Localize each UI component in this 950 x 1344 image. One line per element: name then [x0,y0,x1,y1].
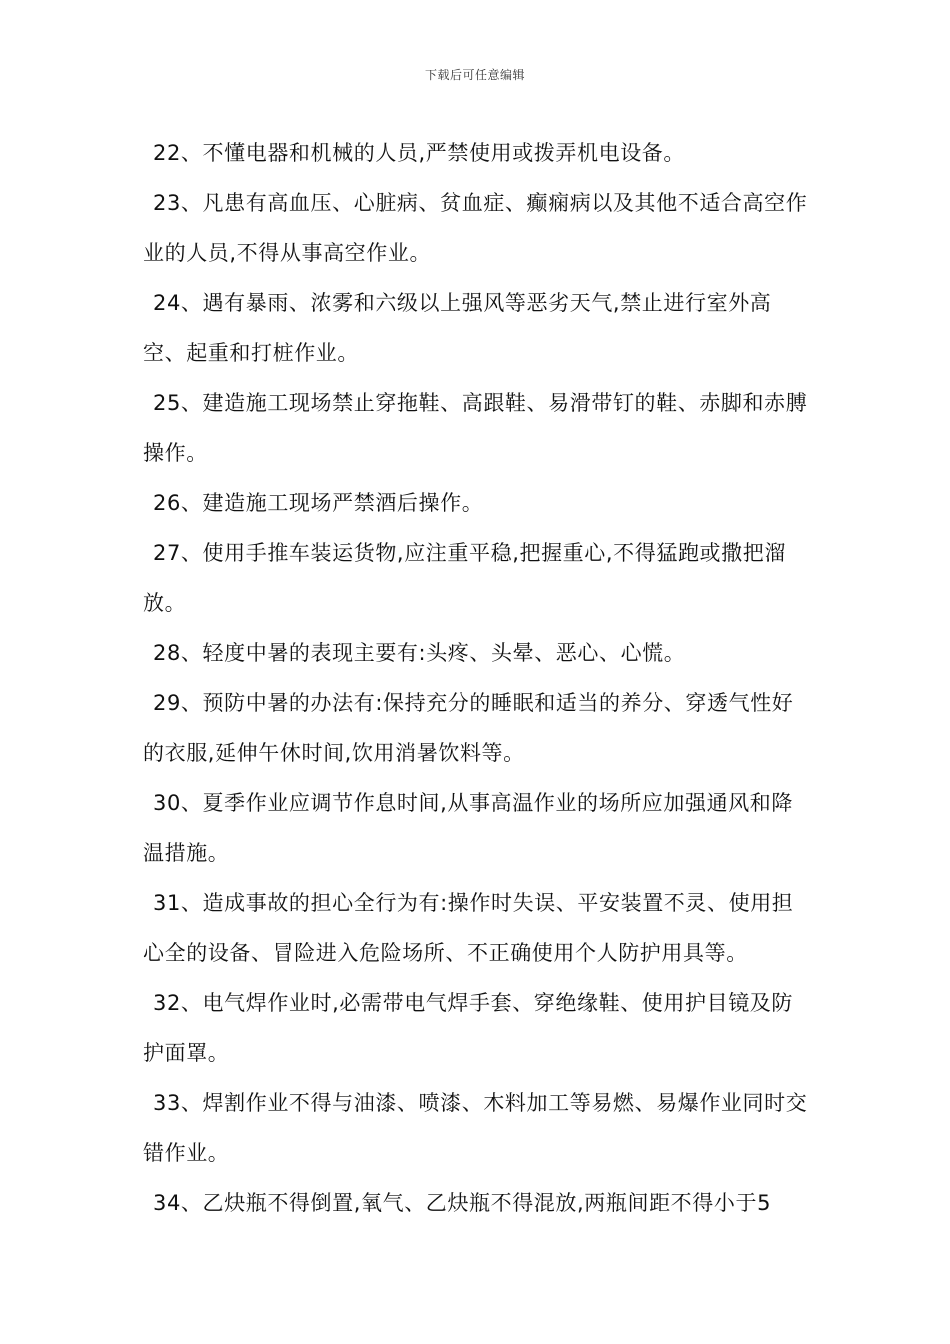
list-item: 26、建造施工现场严禁酒后操作。 [153,491,484,515]
list-item: 31、造成事故的担心全行为有:操作时失误、平安装置不灵、使用担心全的设备、冒险进入危险场所、不正确使用个人防护用具等。 [143,891,794,965]
list-item: 23、凡患有高血压、心脏病、贫血症、癫痫病以及其他不适合高空作业的人员,不得从事高空作业。 [143,191,808,265]
page-header: 下载后可任意编辑 [424,68,525,82]
list-item: 27、使用手推车装运货物,应注重平稳,把握重心,不得猛跑或撒把溜放。 [143,541,786,615]
list-item: 25、建造施工现场禁止穿拖鞋、高跟鞋、易滑带钉的鞋、赤脚和赤膊操作。 [143,391,808,465]
list-item: 22、不懂电器和机械的人员,严禁使用或拨弄机电设备。 [153,141,685,165]
list-item: 33、焊割作业不得与油漆、喷漆、木料加工等易燃、易爆作业同时交错作业。 [143,1091,808,1165]
list-item: 29、预防中暑的办法有:保持充分的睡眠和适当的养分、穿透气性好的衣服,延伸午休时间,饮用消暑饮料等。 [143,691,794,765]
list-item: 32、电气焊作业时,必需带电气焊手套、穿绝缘鞋、使用护目镜及防护面罩。 [143,991,793,1065]
list-item: 24、遇有暴雨、浓雾和六级以上强风等恶劣天气,禁止进行室外高空、起重和打桩作业。 [143,291,772,365]
list-item: 30、夏季作业应调节作息时间,从事高温作业的场所应加强通风和降温措施。 [143,791,793,865]
document-body [143,128,813,1228]
list-item: 34、乙炔瓶不得倒置,氧气、乙炔瓶不得混放,两瓶间距不得小于5 [153,1191,772,1215]
list-item: 28、轻度中暑的表现主要有:头疼、头晕、恶心、心慌。 [153,641,686,665]
